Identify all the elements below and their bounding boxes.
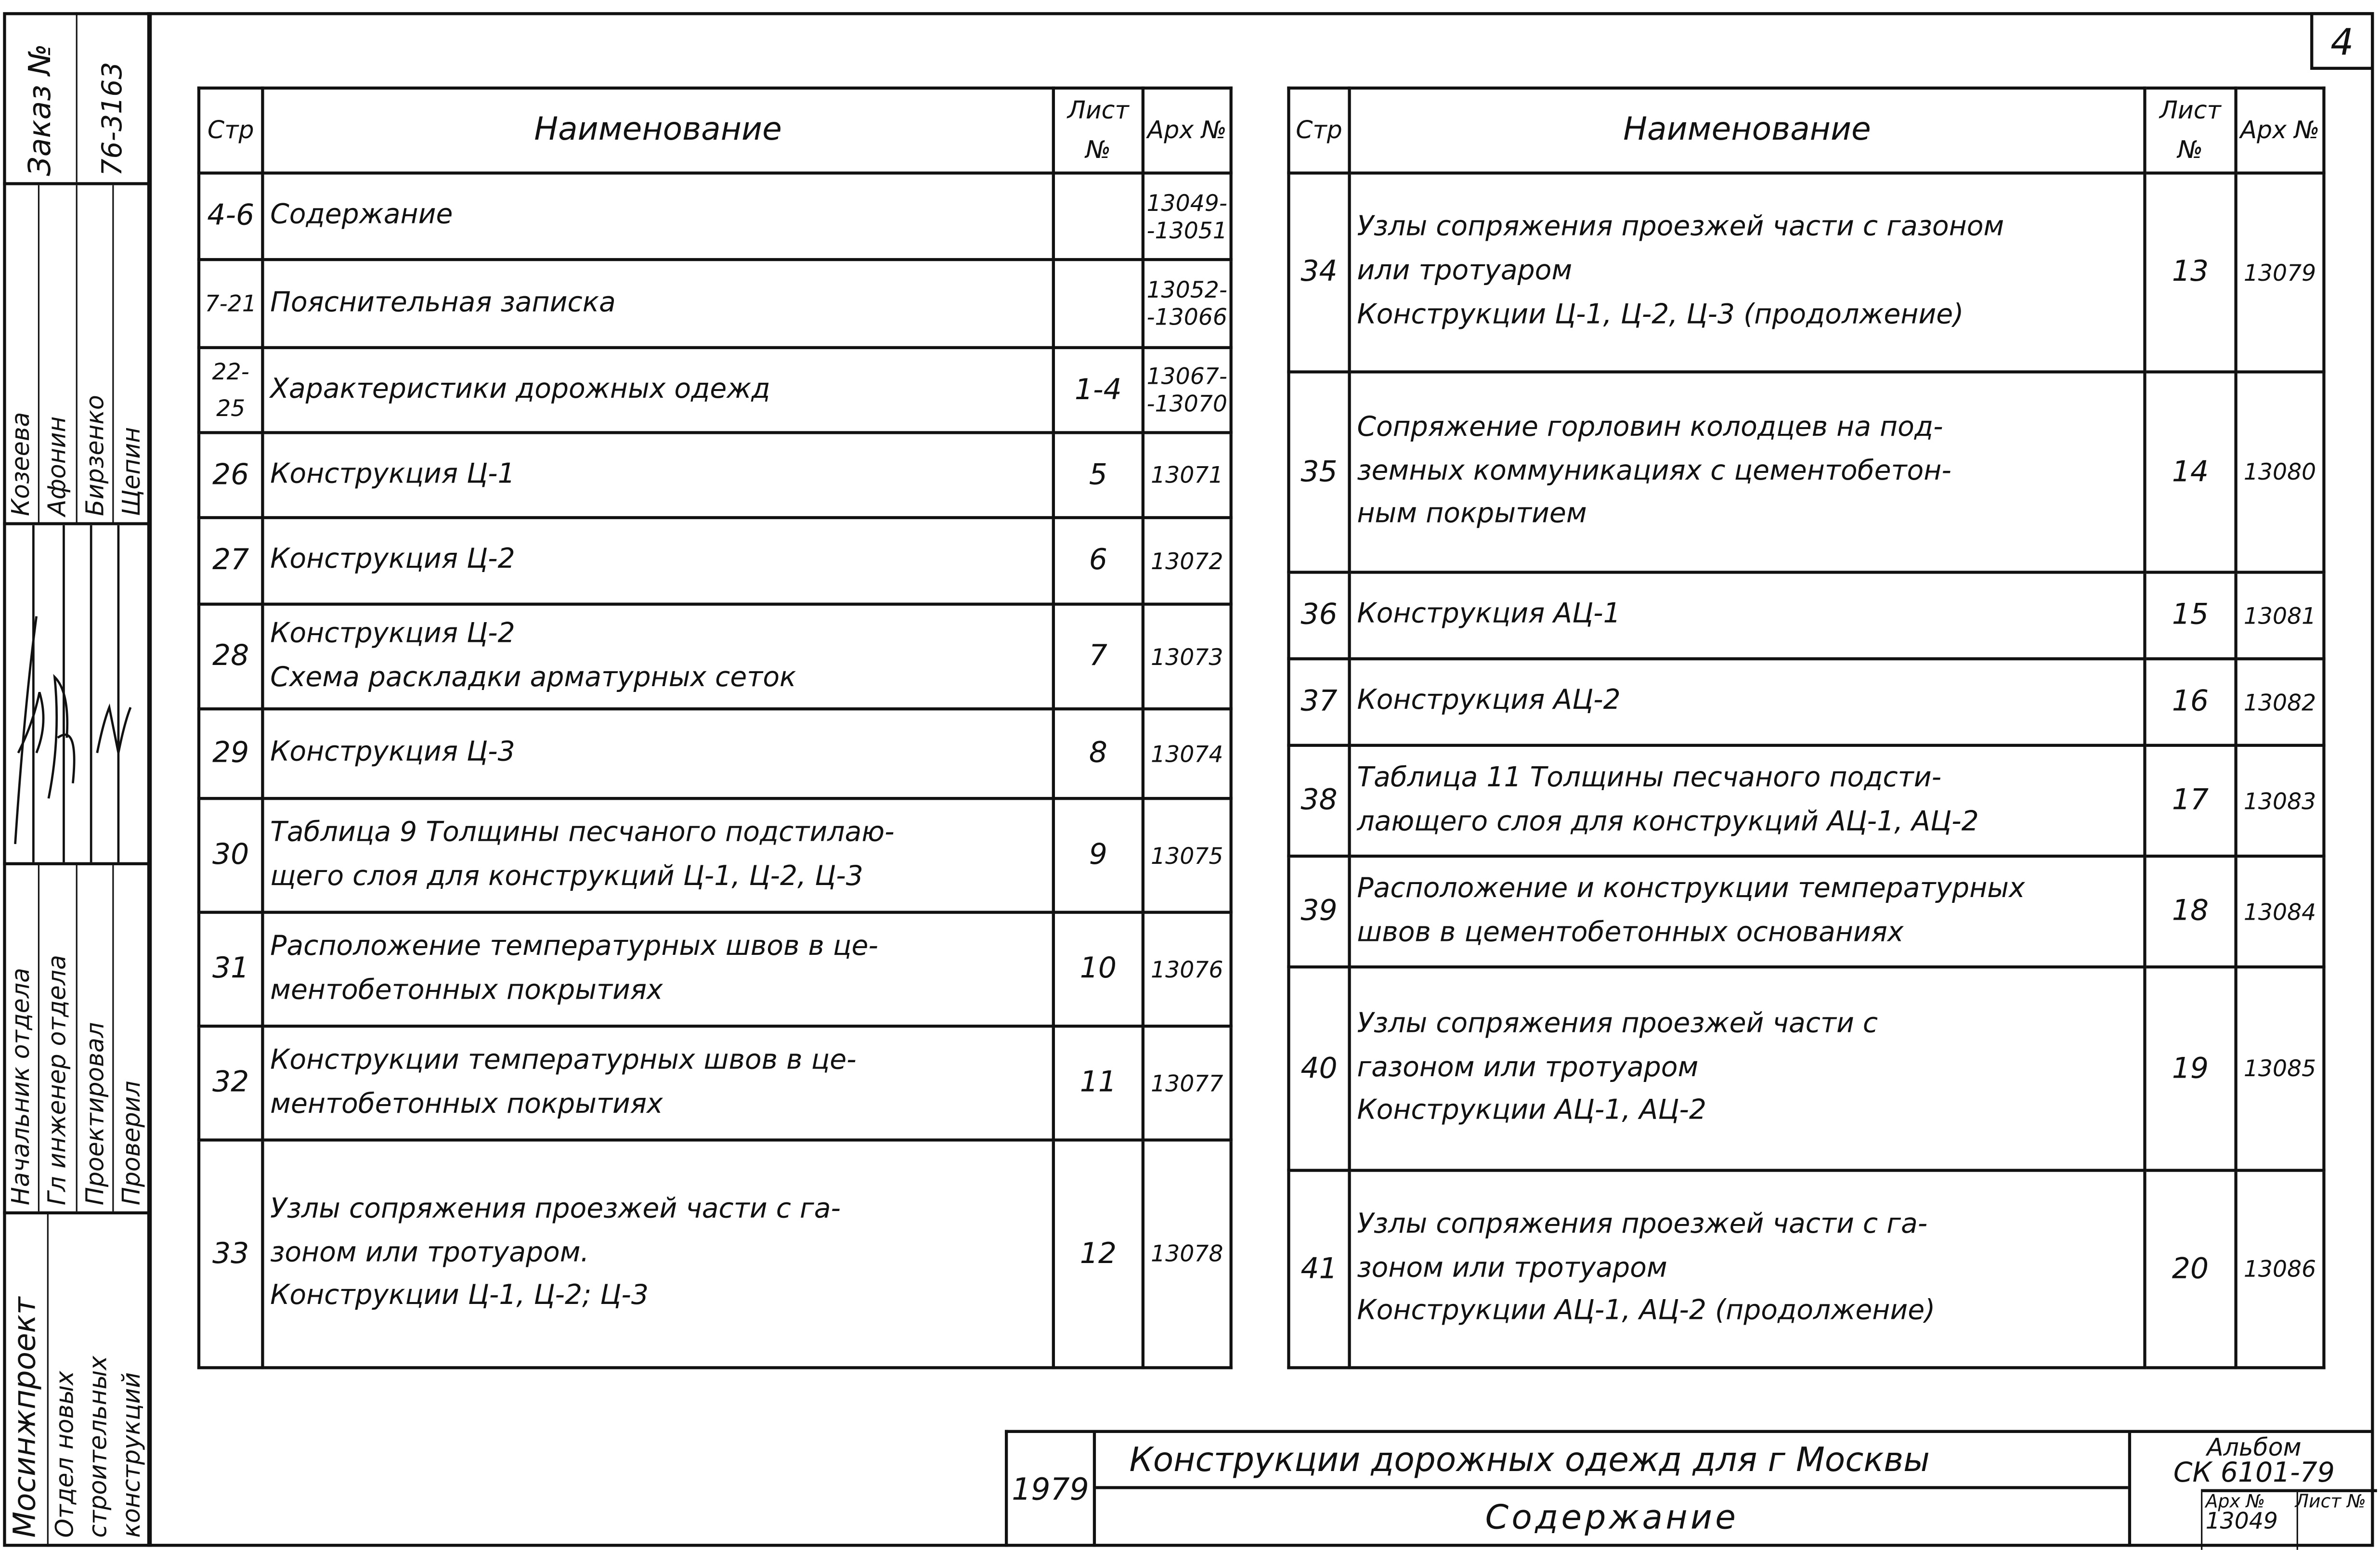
row-archive: 13074: [1143, 709, 1231, 798]
table-row: [1288, 372, 2324, 572]
table-row: [199, 1140, 1231, 1368]
stamp-name: Козеева: [3, 185, 39, 525]
row-page: 35: [1288, 372, 1349, 572]
row-name: [262, 518, 1053, 604]
row-page: 32: [199, 1026, 262, 1140]
stamp-signatures: [3, 525, 149, 865]
row-name-line: щего слоя для конструкций Ц-1, Ц-2, Ц-3: [270, 860, 863, 892]
row-name-line: Характеристики дорожных одежд: [270, 373, 770, 405]
table-row: [1288, 967, 2324, 1170]
row-name-line: Таблица 9 Толщины песчаного подстилаю-: [270, 816, 895, 848]
table-header: [199, 88, 1231, 173]
table-row: [199, 432, 1231, 518]
row-name-line: Узлы сопряжения проезжей части с газоном: [1357, 211, 2004, 244]
header-name: Наименование: [1350, 88, 2145, 173]
archive-label: Арх №: [2205, 1490, 2265, 1512]
row-sheet: [1053, 260, 1143, 348]
stamp-role: Проверил: [117, 1081, 146, 1206]
row-archive: 13079: [2236, 173, 2324, 372]
row-name-line: Узлы сопряжения проезжей части с га-: [1357, 1208, 1928, 1240]
row-name-line: ным покрытием: [1357, 498, 1587, 531]
table-row: [199, 348, 1231, 433]
row-name-line: Конструкции АЦ-1, АЦ-2 (продолжение): [1357, 1295, 1936, 1328]
row-page: 7-21: [199, 260, 262, 348]
row-page: 31: [199, 912, 262, 1026]
archive-number: 13049: [2205, 1507, 2278, 1535]
row-name-line: Конструкция Ц-2: [270, 543, 515, 576]
header-archive: Арх №: [1143, 88, 1231, 173]
header-sheet: Лист №: [2145, 88, 2236, 173]
row-page: 33: [199, 1140, 262, 1368]
stamp-names: [3, 185, 149, 525]
row-archive: 13071: [1143, 432, 1231, 518]
header-page: Стр: [1288, 88, 1349, 173]
row-name: [262, 604, 1053, 709]
stamp-roles: [3, 865, 149, 1214]
row-name: [262, 432, 1053, 518]
row-archive: 13075: [1143, 798, 1231, 912]
stamp-order: [3, 12, 149, 185]
row-page: 22-25: [199, 348, 262, 433]
table-row: [199, 709, 1231, 798]
row-name: [262, 173, 1053, 260]
album-box: [2128, 1433, 2377, 1547]
row-name-line: Конструкции АЦ-1, АЦ-2: [1357, 1095, 1707, 1127]
row-name-line: швов в цементобетонных основаниях: [1357, 916, 1904, 948]
row-name-line: Конструкция АЦ-2: [1357, 685, 1621, 717]
table-row: [199, 518, 1231, 604]
row-sheet: 13: [2145, 173, 2236, 372]
organization-name: Мосинжпроект: [3, 1214, 48, 1547]
title-block: [1005, 1430, 2374, 1547]
row-name-line: Содержание: [270, 199, 453, 231]
row-page: 28: [199, 604, 262, 709]
table-row: [1288, 856, 2324, 967]
table-row: [1288, 659, 2324, 745]
row-archive: 13078: [1143, 1140, 1231, 1368]
sheet-label: Лист №: [2295, 1490, 2366, 1512]
row-name: [262, 1140, 1053, 1368]
row-name-line: Конструкции Ц-1, Ц-2, Ц-3 (продолжение): [1357, 299, 1964, 331]
row-name-line: Схема раскладки арматурных сеток: [270, 661, 796, 693]
row-archive: 13073: [1143, 604, 1231, 709]
row-name-line: ментобетонных покрытиях: [270, 974, 663, 1006]
row-name-line: Конструкции Ц-1, Ц-2; Ц-3: [270, 1280, 649, 1312]
row-sheet: 5: [1053, 432, 1143, 518]
row-page: 26: [199, 432, 262, 518]
row-name: [1350, 1171, 2145, 1368]
archive-cell: [2201, 1492, 2298, 1550]
row-archive: 13077: [1143, 1026, 1231, 1140]
row-name: [262, 709, 1053, 798]
album-title: Конструкции дорожных одежд для г Москвы: [1096, 1433, 2128, 1489]
row-page: 27: [199, 518, 262, 604]
header-archive: Арх №: [2236, 88, 2324, 173]
row-name: [1350, 659, 2145, 745]
sheet-cell: [2295, 1492, 2377, 1512]
row-name-line: Конструкции температурных швов в це-: [270, 1043, 857, 1076]
stamp-role: Начальник отдела: [3, 865, 39, 1214]
row-archive: 13072: [1143, 518, 1231, 604]
row-page: 4-6: [199, 173, 262, 260]
row-archive: 13080: [2236, 372, 2324, 572]
signatures-image: [3, 525, 149, 865]
row-sheet: 18: [2145, 856, 2236, 967]
row-archive: 13086: [2236, 1171, 2324, 1368]
sheet-title: Содержание: [1485, 1499, 1739, 1538]
contents-table-left: [197, 87, 1233, 1369]
row-sheet: 16: [2145, 659, 2236, 745]
row-name-line: Конструкция Ц-1: [270, 457, 515, 490]
row-name-line: Сопряжение горловин колодцев на под-: [1357, 411, 1943, 443]
department-line: конструкций: [117, 1372, 147, 1538]
row-archive: 13052- -13066: [1143, 260, 1231, 348]
row-archive: 13049- -13051: [1143, 173, 1231, 260]
row-name-line: зоном или тротуаром.: [270, 1237, 589, 1269]
row-sheet: 19: [2145, 967, 2236, 1170]
row-page: 30: [199, 798, 262, 912]
row-page: 29: [199, 709, 262, 798]
row-name: [1350, 745, 2145, 856]
row-sheet: 20: [2145, 1171, 2236, 1368]
row-name-line: Расположение температурных швов в це-: [270, 930, 878, 962]
row-name-line: Пояснительная записка: [270, 286, 616, 318]
order-number: 76-3163: [96, 62, 129, 176]
stamp-organization: [3, 1214, 149, 1547]
row-page: 34: [1288, 173, 1349, 372]
row-name-line: Таблица 11 Толщины песчаного подсти-: [1357, 761, 1942, 794]
row-name: [1350, 856, 2145, 967]
row-name-line: зоном или тротуаром: [1357, 1251, 1667, 1284]
row-sheet: 11: [1053, 1026, 1143, 1140]
row-sheet: 6: [1053, 518, 1143, 604]
stamp-name: Бирзенко: [77, 185, 113, 525]
row-name-line: лающего слоя для конструкций АЦ-1, АЦ-2: [1357, 805, 1979, 837]
row-name: [1350, 572, 2145, 659]
stamp-role: Гл инженер отдела: [40, 865, 77, 1214]
row-name-line: ментобетонных покрытиях: [270, 1087, 663, 1120]
row-page: 39: [1288, 856, 1349, 967]
table-row: [199, 604, 1231, 709]
row-page: 38: [1288, 745, 1349, 856]
row-sheet: 17: [2145, 745, 2236, 856]
order-label: Заказ №: [3, 12, 77, 185]
row-name: [1350, 173, 2145, 372]
row-name: [262, 1026, 1053, 1140]
row-sheet: 10: [1053, 912, 1143, 1026]
row-page: 41: [1288, 1171, 1349, 1368]
archive-sheet-box: [2201, 1489, 2377, 1550]
row-sheet: 9: [1053, 798, 1143, 912]
row-name-line: Узлы сопряжения проезжей части с: [1357, 1007, 1878, 1040]
table-header: [1288, 88, 2324, 173]
header-page: Стр: [199, 88, 262, 173]
row-sheet: 8: [1053, 709, 1143, 798]
row-name-line: земных коммуникациях с цементобетон-: [1357, 455, 1951, 487]
row-name: [1350, 967, 2145, 1170]
header-name: Наименование: [262, 88, 1053, 173]
row-sheet: [1053, 173, 1143, 260]
row-sheet: 1-4: [1053, 348, 1143, 433]
row-archive: 13076: [1143, 912, 1231, 1026]
year: 1979: [1008, 1433, 1096, 1547]
row-name-line: Конструкция Ц-3: [270, 736, 515, 768]
row-page: 40: [1288, 967, 1349, 1170]
row-name-line: или тротуаром: [1357, 255, 1573, 287]
row-name: [262, 260, 1053, 348]
row-name-line: Расположение и конструкции температурных: [1357, 872, 2025, 904]
table-row: [1288, 173, 2324, 372]
album-label: Альбом: [2207, 1433, 2302, 1462]
table-row: [1288, 745, 2324, 856]
row-page: 36: [1288, 572, 1349, 659]
row-name: [262, 912, 1053, 1026]
row-name: [262, 348, 1053, 433]
row-archive: 13081: [2236, 572, 2324, 659]
contents-table-right: [1287, 87, 2325, 1369]
stamp-name: Афонин: [40, 185, 77, 525]
stamp-role: Проектировал: [77, 865, 113, 1214]
row-page: 37: [1288, 659, 1349, 745]
table-row: [199, 798, 1231, 912]
department-line: Отдел новых: [50, 1370, 79, 1538]
table-row: [199, 912, 1231, 1026]
row-sheet: 12: [1053, 1140, 1143, 1368]
table-row: [1288, 572, 2324, 659]
table-row: [199, 260, 1231, 348]
row-name-line: Конструкция Ц-2: [270, 617, 515, 650]
row-name-line: Конструкция АЦ-1: [1357, 598, 1621, 630]
row-name: [1350, 372, 2145, 572]
page-number: 4: [2310, 12, 2374, 70]
row-archive: 13084: [2236, 856, 2324, 967]
row-sheet: 15: [2145, 572, 2236, 659]
row-name-line: Узлы сопряжения проезжей части с га-: [270, 1193, 841, 1225]
row-archive: 13067- -13070: [1143, 348, 1231, 433]
header-sheet: Лист №: [1053, 88, 1143, 173]
table-row: [199, 1026, 1231, 1140]
table-row: [1288, 1171, 2324, 1368]
row-archive: 13083: [2236, 745, 2324, 856]
row-archive: 13082: [2236, 659, 2324, 745]
stamp-name: Щепин: [117, 427, 146, 516]
department-line: строительных: [84, 1355, 113, 1538]
row-sheet: 7: [1053, 604, 1143, 709]
row-archive: 13085: [2236, 967, 2324, 1170]
album-code: СК 6101-79: [2173, 1457, 2335, 1489]
table-row: [199, 173, 1231, 260]
row-sheet: 14: [2145, 372, 2236, 572]
row-name: [262, 798, 1053, 912]
row-name-line: газоном или тротуаром: [1357, 1051, 1699, 1083]
